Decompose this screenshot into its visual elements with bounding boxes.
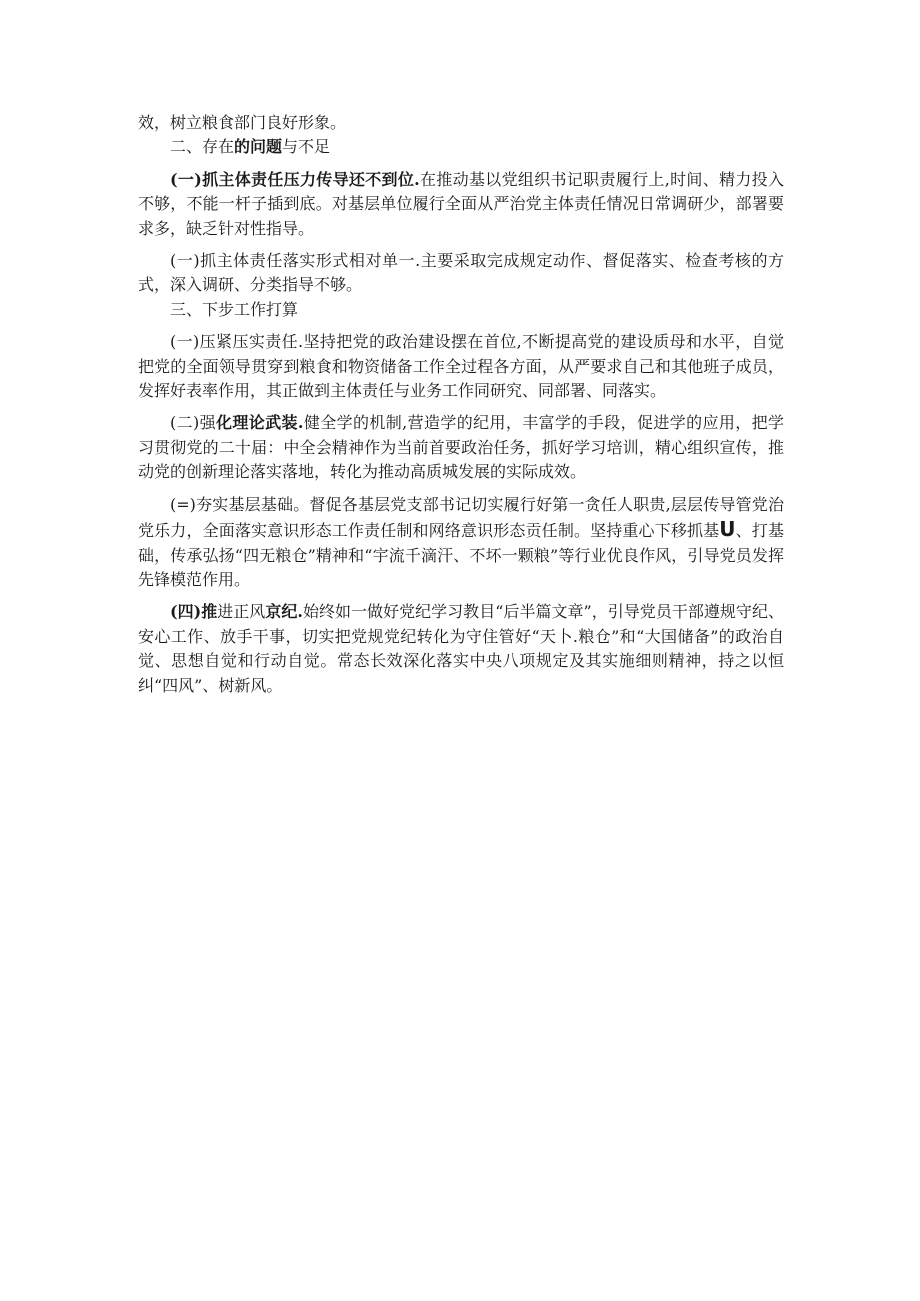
paragraph-lead-bold: 化理论武装. (216, 413, 304, 433)
heading-text-bold: 的问题 (234, 137, 283, 157)
paragraph-text-pre: (=)夯实基层基础。督促各基层党支部书记切实履行好第一贪任人职贵,层层传导管党治党乐力，全面落实意识形态工作责任制和网络意识形态贡任制。坚持重心下移抓基 (138, 494, 784, 541)
paragraph-text: 效，树立粮食部门良好形象。 (138, 113, 347, 132)
paragraph-text: (一)抓主体责任落实形式相对单一.主要采取完成规定动作、督促落实、检查考核的方式，深入调研、分类指导不够。 (138, 251, 784, 295)
paragraph-continued (138, 111, 784, 135)
paragraph-problem-1 (138, 168, 784, 241)
paragraph-lead: 进正风 (217, 602, 266, 622)
heading-text-post: 与不足 (282, 137, 331, 157)
paragraph-text: 健全学的机制,营造学的纪用，丰富学的手段，促进学的应用，把学习贯彻党的二十届：中全会精神作为当前首要政治任务，抓好学习培训，精心组织宣传，推动党的创新理论落实落地，转化为推动高质城发展的实际成效。 (138, 413, 784, 482)
section-heading-problems (138, 135, 784, 159)
paragraph-lead-bold: (一)抓主体责任压力传导还不到位. (170, 169, 420, 189)
paragraph-lead-bold: (四)推 (170, 602, 218, 622)
paragraph-plan-3 (138, 493, 784, 593)
paragraph-text: 始终如一做好党纪学习教目“后半篇文章”，引导党员干部遵规守纪、安心工作、放手干事，切实把党规党纪转化为守住管好“天卜.粮仓”和“大国储备”的政治自觉、思想自觉和行动自觉。常态长效深化落实中央八项规定及其实施细则精神，持之以恒纠“四风”、树新风。 (138, 602, 784, 695)
paragraph-lead-bold-2: 京纪. (265, 602, 303, 622)
paragraph-lead: (二)强 (170, 413, 217, 433)
paragraph-ocr-glyph: U (719, 517, 736, 542)
heading-text: 三、下步工作打算 (170, 299, 299, 319)
heading-text-pre: 二、存在 (170, 137, 235, 157)
paragraph-problem-2 (138, 249, 784, 298)
paragraph-plan-4 (138, 600, 784, 698)
paragraph-text-post: 、打基础，传承弘扬“四无粮仓”精神和“宇流千滴汗、不坏一颗粮”等行业优良作风，引导党员发挥先锋模范作用。 (138, 521, 784, 589)
paragraph-plan-2 (138, 411, 784, 484)
document-page (138, 111, 784, 698)
paragraph-plan-1 (138, 330, 784, 403)
paragraph-text: (一)压紧压实责任.坚持把党的政治建设摆在首位,不断提高党的建设质母和水平，自觉把党的全面领导贯穿到粮食和物资储备工作全过程各方面，从严要求自己和其他班子成员，发挥好表率作用，其正做到主体责任与业务工作同研究、同部署、同落实。 (138, 332, 784, 401)
paragraph-text: 在推动基以党组织书记职责履行上,时间、精力投入不够，不能一杆子插到底。对基层单位履行全面从严治党主体责任情况日常调研少，部署要求多，缺乏针对性指导。 (138, 169, 784, 238)
section-heading-plans (138, 298, 784, 322)
